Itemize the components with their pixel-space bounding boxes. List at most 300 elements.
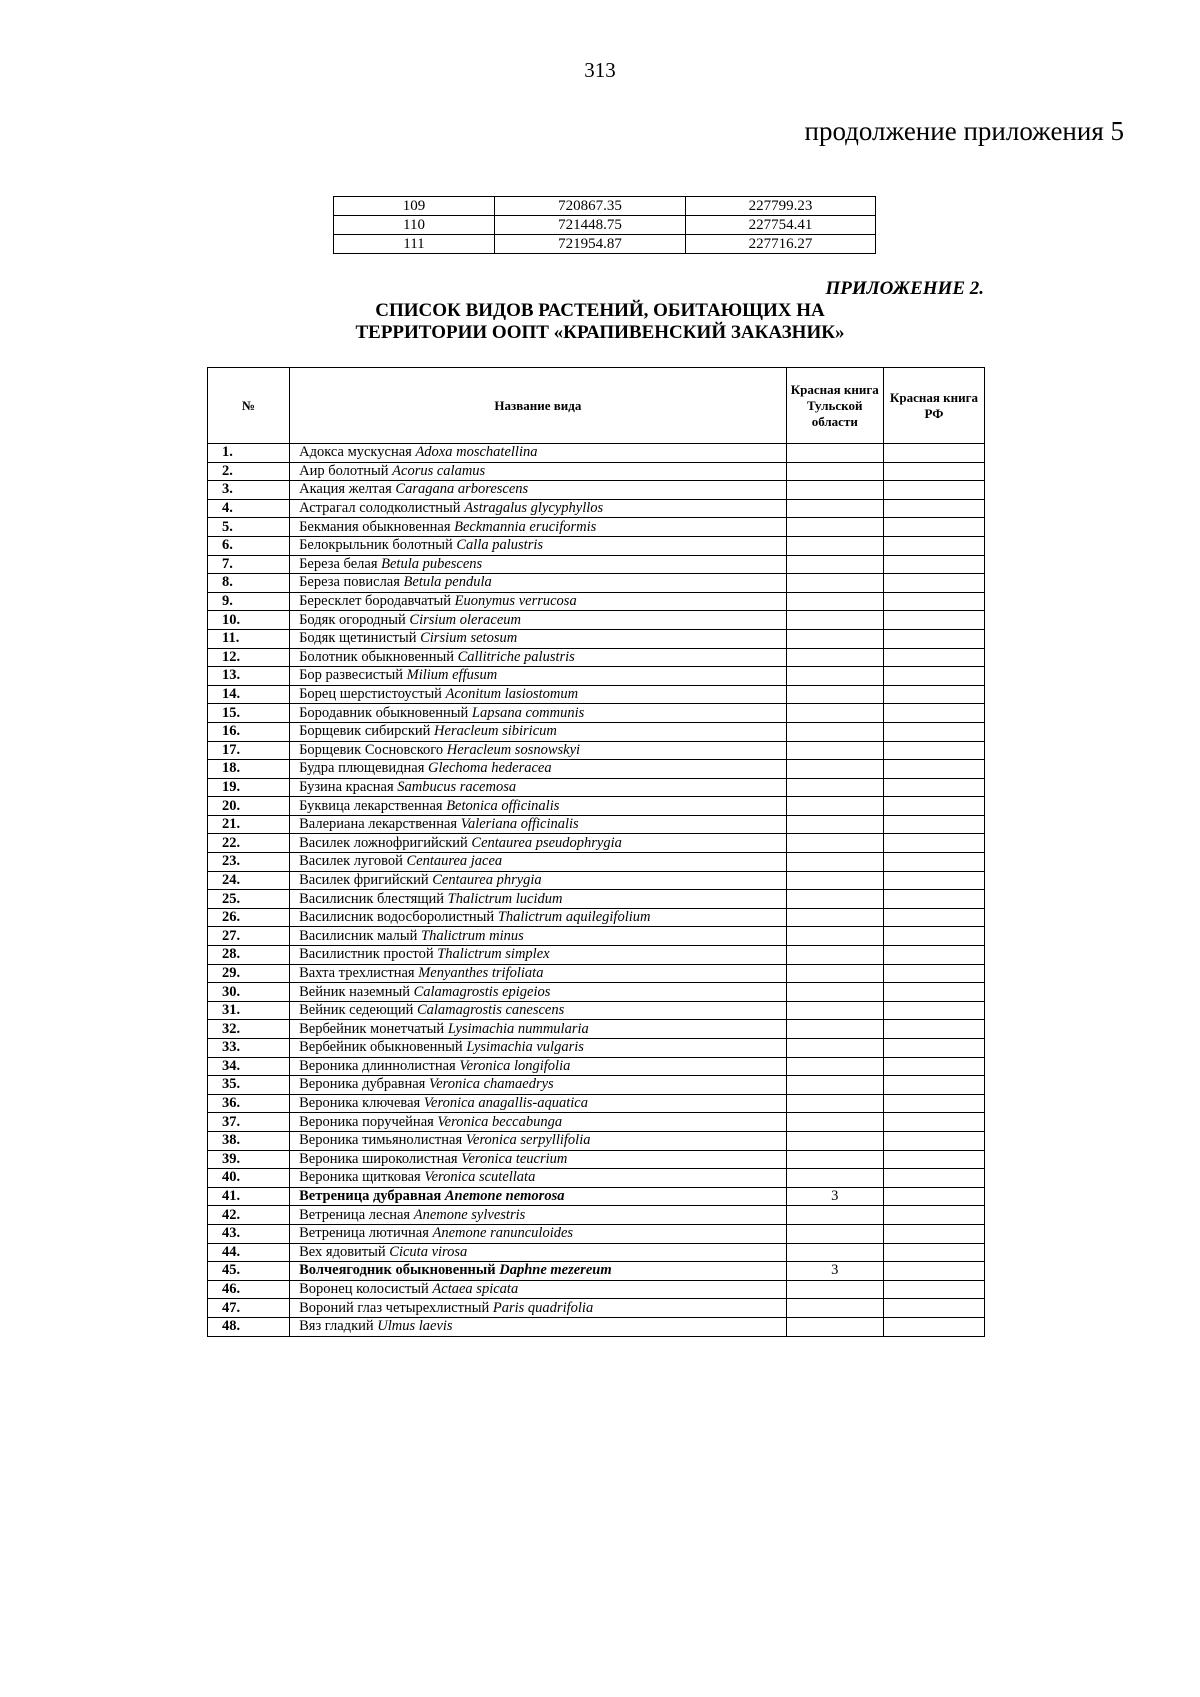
header-row <box>208 368 985 444</box>
red-book-tula-status <box>786 1131 883 1150</box>
red-book-tula-status <box>786 667 883 686</box>
coord-point: 109 <box>334 197 495 216</box>
species-number: 40. <box>208 1169 290 1188</box>
red-book-tula-status <box>786 1243 883 1262</box>
species-russian-name: Вейник седеющий <box>299 1002 414 1019</box>
species-latin-name: Veronica longifolia <box>459 1057 571 1074</box>
species-latin-name: Calamagrostis canescens <box>416 1002 565 1019</box>
species-latin-name: Veronica anagallis-aquatica <box>423 1095 588 1112</box>
coordinates-row <box>334 197 876 216</box>
red-book-rf-status <box>883 555 984 574</box>
species-russian-name: Вербейник обыкновенный <box>299 1039 463 1056</box>
species-row <box>208 481 985 500</box>
red-book-tula-status <box>786 1169 883 1188</box>
species-row <box>208 871 985 890</box>
species-row <box>208 1280 985 1299</box>
species-latin-name: Centaurea pseudophrygia <box>471 834 622 851</box>
species-name <box>290 1262 787 1281</box>
species-number: 41. <box>208 1187 290 1206</box>
species-latin-name: Anemone nemorosa <box>444 1188 565 1205</box>
red-book-tula-status <box>786 1224 883 1243</box>
red-book-rf-status <box>883 834 984 853</box>
species-name <box>290 815 787 834</box>
species-name <box>290 946 787 965</box>
species-russian-name: Вероника дубравная <box>299 1076 426 1093</box>
red-book-tula-status <box>786 629 883 648</box>
species-latin-name: Lapsana communis <box>471 704 585 721</box>
species-number: 16. <box>208 722 290 741</box>
species-number: 20. <box>208 797 290 816</box>
species-russian-name: Вероника ключевая <box>299 1095 421 1112</box>
coord-x: 721448.75 <box>495 216 686 235</box>
species-latin-name: Cirsium oleraceum <box>409 611 521 628</box>
coord-x: 721954.87 <box>495 235 686 254</box>
species-name <box>290 890 787 909</box>
species-row <box>208 1113 985 1132</box>
header-species-name: Название вида <box>290 368 787 444</box>
species-row <box>208 685 985 704</box>
species-latin-name: Actaea spicata <box>432 1281 519 1298</box>
species-latin-name: Daphne mezereum <box>499 1262 612 1279</box>
species-latin-name: Paris quadrifolia <box>492 1299 594 1316</box>
species-name <box>290 499 787 518</box>
species-name <box>290 685 787 704</box>
red-book-rf-status <box>883 1020 984 1039</box>
species-row <box>208 1020 985 1039</box>
red-book-tula-status <box>786 1299 883 1318</box>
species-number: 7. <box>208 555 290 574</box>
species-number: 24. <box>208 871 290 890</box>
species-row <box>208 667 985 686</box>
species-latin-name: Heracleum sosnowskyi <box>446 741 581 758</box>
species-row <box>208 629 985 648</box>
species-latin-name: Betula pendula <box>403 574 492 591</box>
species-name <box>290 462 787 481</box>
species-name <box>290 760 787 779</box>
species-row <box>208 1317 985 1336</box>
species-latin-name: Caragana arborescens <box>395 481 529 498</box>
coord-x: 720867.35 <box>495 197 686 216</box>
species-row <box>208 1187 985 1206</box>
species-russian-name: Василек ложнофригийский <box>299 834 468 851</box>
red-book-tula-status <box>786 797 883 816</box>
red-book-rf-status <box>883 1113 984 1132</box>
red-book-rf-status <box>883 1299 984 1318</box>
species-row <box>208 890 985 909</box>
species-row <box>208 648 985 667</box>
species-latin-name: Thalictrum lucidum <box>447 890 563 907</box>
red-book-tula-status: 3 <box>786 1187 883 1206</box>
red-book-tula-status <box>786 1076 883 1095</box>
red-book-rf-status <box>883 1243 984 1262</box>
species-russian-name: Вейник наземный <box>299 983 410 1000</box>
species-number: 47. <box>208 1299 290 1318</box>
species-russian-name: Адокса мускусная <box>299 444 412 461</box>
species-number: 32. <box>208 1020 290 1039</box>
species-number: 46. <box>208 1280 290 1299</box>
species-name <box>290 741 787 760</box>
species-name <box>290 611 787 630</box>
red-book-tula-status <box>786 983 883 1002</box>
red-book-rf-status <box>883 815 984 834</box>
species-number: 26. <box>208 908 290 927</box>
species-russian-name: Вероника поручейная <box>299 1113 434 1130</box>
red-book-rf-status <box>883 964 984 983</box>
red-book-tula-status <box>786 853 883 872</box>
continuation-label: продолжение приложения 5 <box>804 116 1124 146</box>
red-book-rf-status <box>883 946 984 965</box>
red-book-rf-status <box>883 908 984 927</box>
species-table-header <box>208 368 985 444</box>
red-book-rf-status <box>883 444 984 463</box>
species-latin-name: Thalictrum simplex <box>437 946 550 963</box>
species-row <box>208 704 985 723</box>
red-book-rf-status <box>883 983 984 1002</box>
species-name <box>290 1131 787 1150</box>
species-name <box>290 1243 787 1262</box>
species-number: 44. <box>208 1243 290 1262</box>
species-latin-name: Betula pubescens <box>381 555 483 572</box>
species-row <box>208 462 985 481</box>
species-russian-name: Василек луговой <box>299 853 403 870</box>
red-book-tula-status <box>786 964 883 983</box>
red-book-tula-status <box>786 685 883 704</box>
red-book-tula-status <box>786 1317 883 1336</box>
species-name <box>290 667 787 686</box>
species-number: 36. <box>208 1094 290 1113</box>
species-russian-name: Василистник простой <box>299 946 434 963</box>
red-book-rf-status <box>883 462 984 481</box>
red-book-rf-status <box>883 853 984 872</box>
species-latin-name: Lysimachia nummularia <box>447 1020 589 1037</box>
red-book-rf-status <box>883 890 984 909</box>
red-book-tula-status <box>786 722 883 741</box>
species-number: 3. <box>208 481 290 500</box>
red-book-tula-status <box>786 1057 883 1076</box>
red-book-tula-status <box>786 815 883 834</box>
species-number: 5. <box>208 518 290 537</box>
species-number: 22. <box>208 834 290 853</box>
species-row <box>208 1243 985 1262</box>
species-number: 13. <box>208 667 290 686</box>
species-russian-name: Вероника длиннолистная <box>299 1057 456 1074</box>
red-book-tula-status <box>786 1001 883 1020</box>
red-book-rf-status <box>883 927 984 946</box>
species-latin-name: Acorus calamus <box>392 462 486 479</box>
species-name <box>290 1113 787 1132</box>
list-title-line-1: СПИСОК ВИДОВ РАСТЕНИЙ, ОБИТАЮЩИХ НА <box>375 300 825 321</box>
species-latin-name: Adoxa moschatellina <box>415 444 538 461</box>
species-russian-name: Борец шерстистоустый <box>299 686 442 703</box>
species-name <box>290 704 787 723</box>
species-russian-name: Астрагал солодколистный <box>299 500 461 517</box>
species-russian-name: Вербейник монетчатый <box>299 1020 445 1037</box>
species-number: 45. <box>208 1262 290 1281</box>
species-latin-name: Calla palustris <box>456 537 544 554</box>
species-russian-name: Белокрыльник болотный <box>299 537 453 554</box>
species-russian-name: Василисник малый <box>299 927 418 944</box>
species-name <box>290 555 787 574</box>
red-book-tula-status <box>786 1113 883 1132</box>
species-latin-name: Anemone sylvestris <box>413 1206 526 1223</box>
species-name <box>290 592 787 611</box>
species-number: 11. <box>208 629 290 648</box>
species-latin-name: Betonica officinalis <box>446 797 560 814</box>
red-book-rf-status <box>883 518 984 537</box>
coord-y: 227799.23 <box>686 197 876 216</box>
species-name <box>290 983 787 1002</box>
red-book-rf-status <box>883 536 984 555</box>
red-book-tula-status <box>786 444 883 463</box>
red-book-tula-status <box>786 704 883 723</box>
species-row <box>208 722 985 741</box>
species-latin-name: Veronica serpyllifolia <box>465 1132 591 1149</box>
species-name <box>290 1001 787 1020</box>
species-number: 8. <box>208 574 290 593</box>
red-book-tula-status <box>786 462 883 481</box>
red-book-rf-status <box>883 592 984 611</box>
species-row <box>208 797 985 816</box>
species-number: 42. <box>208 1206 290 1225</box>
species-name <box>290 908 787 927</box>
species-name <box>290 1057 787 1076</box>
species-russian-name: Вахта трехлистная <box>299 964 415 981</box>
red-book-rf-status <box>883 1094 984 1113</box>
species-russian-name: Береза повислая <box>299 574 400 591</box>
red-book-rf-status <box>883 481 984 500</box>
species-russian-name: Бодяк огородный <box>299 611 406 628</box>
species-row <box>208 444 985 463</box>
species-latin-name: Menyanthes trifoliata <box>418 964 544 981</box>
species-row <box>208 518 985 537</box>
red-book-tula-status <box>786 741 883 760</box>
species-row <box>208 760 985 779</box>
species-row <box>208 574 985 593</box>
species-number: 6. <box>208 536 290 555</box>
species-name <box>290 1206 787 1225</box>
species-latin-name: Cirsium setosum <box>420 630 518 647</box>
red-book-tula-status <box>786 481 883 500</box>
species-table-body <box>208 444 985 1337</box>
red-book-rf-status <box>883 797 984 816</box>
species-russian-name: Вороний глаз четырехлистный <box>299 1299 490 1316</box>
species-number: 19. <box>208 778 290 797</box>
species-russian-name: Вех ядовитый <box>299 1243 386 1260</box>
species-name <box>290 778 787 797</box>
red-book-tula-status <box>786 1020 883 1039</box>
species-number: 28. <box>208 946 290 965</box>
species-latin-name: Calamagrostis epigeios <box>413 983 551 1000</box>
species-name <box>290 1020 787 1039</box>
red-book-tula-status <box>786 760 883 779</box>
species-number: 30. <box>208 983 290 1002</box>
species-number: 48. <box>208 1317 290 1336</box>
red-book-rf-status <box>883 499 984 518</box>
species-row <box>208 1150 985 1169</box>
species-name <box>290 871 787 890</box>
red-book-tula-status <box>786 946 883 965</box>
species-russian-name: Акация желтая <box>299 481 392 498</box>
species-latin-name: Valeriana officinalis <box>460 816 579 833</box>
red-book-rf-status <box>883 1206 984 1225</box>
red-book-tula-status <box>786 611 883 630</box>
species-latin-name: Heracleum sibiricum <box>434 723 557 740</box>
red-book-rf-status <box>883 667 984 686</box>
coord-point: 111 <box>334 235 495 254</box>
species-number: 23. <box>208 853 290 872</box>
species-russian-name: Вероника широколистная <box>299 1150 458 1167</box>
species-number: 29. <box>208 964 290 983</box>
coord-y: 227716.27 <box>686 235 876 254</box>
species-russian-name: Борщевик Сосновского <box>299 741 444 758</box>
species-row <box>208 1206 985 1225</box>
species-number: 14. <box>208 685 290 704</box>
red-book-tula-status <box>786 927 883 946</box>
species-name <box>290 834 787 853</box>
species-table <box>207 367 985 1337</box>
red-book-rf-status <box>883 722 984 741</box>
species-row <box>208 1262 985 1281</box>
species-russian-name: Бекмания обыкновенная <box>299 518 451 535</box>
coordinates-table <box>333 196 876 254</box>
species-latin-name: Centaurea phrygia <box>432 871 542 888</box>
red-book-rf-status <box>883 1039 984 1058</box>
species-name <box>290 1169 787 1188</box>
red-book-rf-status <box>883 611 984 630</box>
species-name <box>290 964 787 983</box>
species-russian-name: Ветреница лютичная <box>299 1225 429 1242</box>
red-book-rf-status <box>883 1169 984 1188</box>
red-book-tula-status <box>786 1280 883 1299</box>
species-name <box>290 536 787 555</box>
species-number: 1. <box>208 444 290 463</box>
species-row <box>208 853 985 872</box>
species-name <box>290 1094 787 1113</box>
species-name <box>290 1299 787 1318</box>
red-book-tula-status <box>786 648 883 667</box>
red-book-rf-status <box>883 778 984 797</box>
species-name <box>290 1150 787 1169</box>
species-number: 18. <box>208 760 290 779</box>
red-book-tula-status <box>786 778 883 797</box>
species-name <box>290 574 787 593</box>
red-book-rf-status <box>883 871 984 890</box>
species-row <box>208 1001 985 1020</box>
species-number: 2. <box>208 462 290 481</box>
species-latin-name: Euonymus verrucosa <box>454 593 577 610</box>
species-russian-name: Бор развесистый <box>299 667 404 684</box>
species-number: 37. <box>208 1113 290 1132</box>
red-book-tula-status <box>786 1206 883 1225</box>
species-russian-name: Борщевик сибирский <box>299 723 431 740</box>
species-number: 27. <box>208 927 290 946</box>
species-latin-name: Sambucus racemosa <box>397 778 517 795</box>
header-number: № <box>208 368 290 444</box>
species-row <box>208 536 985 555</box>
species-latin-name: Glechoma hederacea <box>428 760 552 777</box>
species-row <box>208 834 985 853</box>
species-number: 38. <box>208 1131 290 1150</box>
species-latin-name: Thalictrum minus <box>421 927 524 944</box>
species-russian-name: Береза белая <box>299 555 378 572</box>
red-book-rf-status <box>883 1057 984 1076</box>
species-latin-name: Veronica scutellata <box>424 1169 536 1186</box>
red-book-rf-status <box>883 704 984 723</box>
species-row <box>208 946 985 965</box>
species-number: 35. <box>208 1076 290 1095</box>
species-row <box>208 555 985 574</box>
coord-point: 110 <box>334 216 495 235</box>
species-latin-name: Centaurea jacea <box>406 853 503 870</box>
red-book-tula-status <box>786 1039 883 1058</box>
species-row <box>208 1299 985 1318</box>
red-book-rf-status <box>883 685 984 704</box>
species-latin-name: Anemone ranunculoides <box>432 1225 574 1242</box>
red-book-rf-status <box>883 629 984 648</box>
red-book-rf-status <box>883 648 984 667</box>
species-latin-name: Cicuta virosa <box>389 1243 468 1260</box>
species-row <box>208 592 985 611</box>
species-latin-name: Beckmannia eruciformis <box>454 518 597 535</box>
species-russian-name: Бересклет бородавчатый <box>299 593 452 610</box>
species-latin-name: Ulmus laevis <box>377 1318 453 1335</box>
red-book-tula-status <box>786 555 883 574</box>
species-latin-name: Callitriche palustris <box>457 648 575 665</box>
red-book-tula-status <box>786 908 883 927</box>
coordinates-table-body <box>334 197 876 254</box>
species-number: 33. <box>208 1039 290 1058</box>
species-number: 34. <box>208 1057 290 1076</box>
species-row <box>208 611 985 630</box>
red-book-tula-status <box>786 834 883 853</box>
header-red-book-rf: Красная книга РФ <box>883 368 984 444</box>
red-book-tula-status <box>786 890 883 909</box>
species-russian-name: Валериана лекарственная <box>299 816 458 833</box>
species-name <box>290 927 787 946</box>
species-name <box>290 797 787 816</box>
red-book-rf-status <box>883 574 984 593</box>
species-row <box>208 983 985 1002</box>
species-row <box>208 1131 985 1150</box>
species-name <box>290 853 787 872</box>
red-book-tula-status <box>786 592 883 611</box>
species-number: 21. <box>208 815 290 834</box>
species-name <box>290 1317 787 1336</box>
species-russian-name: Вероника щитковая <box>299 1169 421 1186</box>
species-latin-name: Lysimachia vulgaris <box>466 1039 584 1056</box>
species-name <box>290 629 787 648</box>
species-number: 10. <box>208 611 290 630</box>
red-book-rf-status <box>883 1131 984 1150</box>
species-latin-name: Astragalus glycyphyllos <box>464 500 604 517</box>
species-russian-name: Вероника тимьянолистная <box>299 1132 463 1149</box>
red-book-rf-status <box>883 1150 984 1169</box>
species-number: 9. <box>208 592 290 611</box>
coord-y: 227754.41 <box>686 216 876 235</box>
species-russian-name: Воронец колосистый <box>299 1281 429 1298</box>
list-title-line-2: ТЕРРИТОРИИ ООПТ «КРАПИВЕНСКИЙ ЗАКАЗНИК» <box>355 322 845 343</box>
species-row <box>208 815 985 834</box>
species-number: 4. <box>208 499 290 518</box>
species-number: 43. <box>208 1224 290 1243</box>
header-red-book-tula: Красная книга Тульской области <box>786 368 883 444</box>
species-row <box>208 1076 985 1095</box>
red-book-rf-status <box>883 1001 984 1020</box>
red-book-rf-status <box>883 741 984 760</box>
species-number: 25. <box>208 890 290 909</box>
red-book-rf-status <box>883 1280 984 1299</box>
species-row <box>208 741 985 760</box>
